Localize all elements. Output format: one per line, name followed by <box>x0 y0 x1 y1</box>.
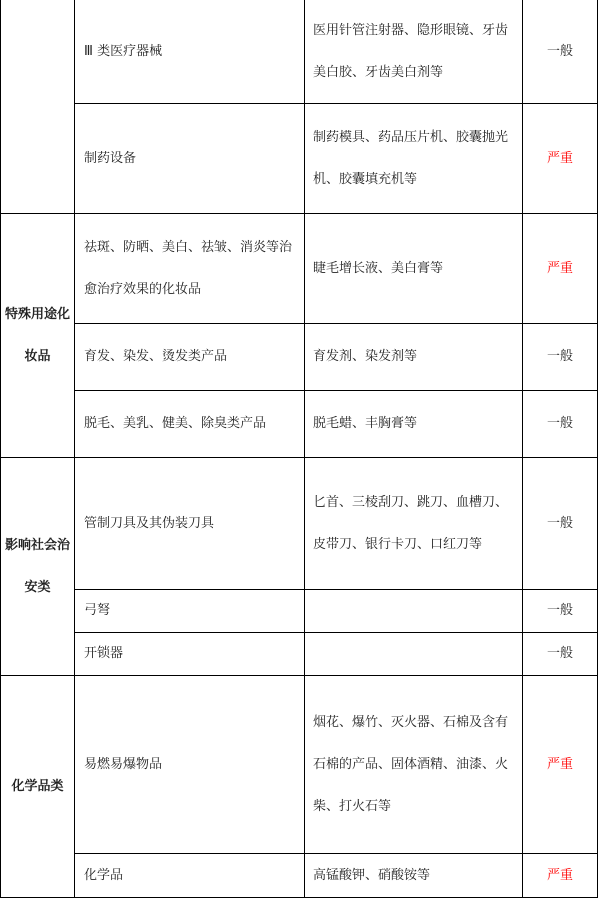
table-row <box>1 214 598 324</box>
table-row <box>1 633 598 676</box>
table-row <box>1 458 598 590</box>
product-cell: 开锁器 <box>75 633 305 676</box>
severity-cell: 严重 <box>523 104 598 214</box>
product-cell: 易燃易爆物品 <box>75 676 305 854</box>
examples-cell: 睫毛增长液、美白膏等 <box>305 214 523 324</box>
examples-cell: 高锰酸钾、硝酸铵等 <box>305 854 523 898</box>
table-row <box>1 676 598 854</box>
table-row <box>1 391 598 458</box>
severity-cell: 一般 <box>523 0 598 104</box>
severity-cell: 一般 <box>523 391 598 458</box>
examples-cell: 育发剂、染发剂等 <box>305 324 523 391</box>
category-cell: 特殊用途化妆品 <box>1 214 75 458</box>
severity-cell: 严重 <box>523 854 598 898</box>
examples-cell <box>305 590 523 633</box>
category-cell <box>1 0 75 214</box>
table-row <box>1 324 598 391</box>
examples-cell: 医用针管注射器、隐形眼镜、牙齿美白胶、牙齿美白剂等 <box>305 0 523 104</box>
table-row <box>1 590 598 633</box>
product-cell: 祛斑、防晒、美白、祛皱、消炎等治愈治疗效果的化妆品 <box>75 214 305 324</box>
product-cell: 弓弩 <box>75 590 305 633</box>
table-row <box>1 0 598 104</box>
category-cell: 影响社会治安类 <box>1 458 75 676</box>
examples-cell: 匕首、三棱刮刀、跳刀、血槽刀、皮带刀、银行卡刀、口红刀等 <box>305 458 523 590</box>
severity-cell: 一般 <box>523 458 598 590</box>
examples-cell: 烟花、爆竹、灭火器、石棉及含有石棉的产品、固体酒精、油漆、火柴、打火石等 <box>305 676 523 854</box>
product-cell: 育发、染发、烫发类产品 <box>75 324 305 391</box>
product-cell: Ⅲ 类医疗器械 <box>75 0 305 104</box>
severity-cell: 一般 <box>523 633 598 676</box>
examples-cell: 脱毛蜡、丰胸膏等 <box>305 391 523 458</box>
product-cell: 化学品 <box>75 854 305 898</box>
severity-cell: 严重 <box>523 676 598 854</box>
severity-cell: 一般 <box>523 324 598 391</box>
table-row <box>1 854 598 898</box>
product-cell: 管制刀具及其伪装刀具 <box>75 458 305 590</box>
severity-cell: 严重 <box>523 214 598 324</box>
table-row <box>1 104 598 214</box>
product-cell: 脱毛、美乳、健美、除臭类产品 <box>75 391 305 458</box>
examples-cell <box>305 633 523 676</box>
examples-cell: 制药模具、药品压片机、胶囊抛光机、胶囊填充机等 <box>305 104 523 214</box>
category-cell: 化学品类 <box>1 676 75 898</box>
severity-cell: 一般 <box>523 590 598 633</box>
product-cell: 制药设备 <box>75 104 305 214</box>
